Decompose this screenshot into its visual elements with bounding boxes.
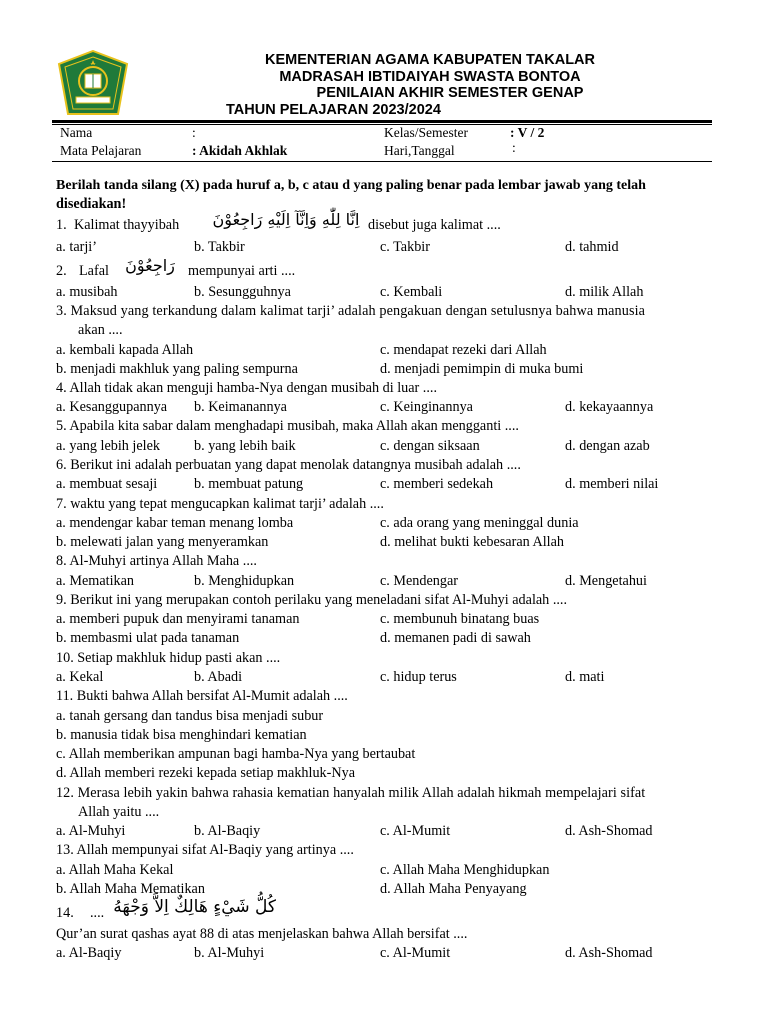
question-6: 6. Berikut ini adalah perbuatan yang dapat menolak datangnya musibah adalah ....	[56, 457, 521, 473]
header-line-2: MADRASAH IBTIDAIYAH SWASTA BONTOA	[279, 68, 581, 85]
q12-option-c[interactable]: c. Al-Mumit	[380, 823, 451, 839]
kemenag-logo	[56, 50, 130, 116]
identity-row-1	[60, 125, 700, 141]
identity-rule	[52, 161, 712, 162]
question-5: 5. Apabila kita sabar dalam menghadapi musibah, maka Allah akan mengganti ....	[56, 418, 519, 434]
nama-label: Nama	[60, 125, 93, 140]
q8-option-b[interactable]: b. Menghidupkan	[194, 573, 295, 589]
hari-label: Hari,Tanggal	[384, 143, 455, 158]
question-1-suffix: disebut juga kalimat ....	[368, 217, 501, 233]
question-1-number: 1.	[56, 217, 67, 233]
q7-option-b[interactable]: b. melewati jalan yang menyeramkan	[56, 534, 269, 550]
q5-option-c[interactable]: c. dengan siksaan	[380, 438, 480, 454]
identity-row-2	[60, 140, 700, 159]
question-2-suffix: mempunyai arti ....	[188, 263, 296, 279]
question-12-line-1: 12. Merasa lebih yakin bahwa rahasia kematian hanyalah milik Allah adalah hikmah mempelajari sifat	[56, 785, 646, 801]
q3-option-d[interactable]: d. menjadi pemimpin di muka bumi	[380, 361, 584, 377]
q7-option-d[interactable]: d. melihat bukti kebesaran Allah	[380, 534, 564, 550]
q1-option-b[interactable]: b. Takbir	[194, 239, 245, 255]
q4-option-a[interactable]: a. Kesanggupannya	[56, 399, 168, 415]
question-9: 9. Berikut ini yang merupakan contoh perilaku yang meneladani sifat Al-Muhyi adalah ....	[56, 592, 568, 608]
question-2-prefix: Lafal	[79, 263, 109, 279]
q4-option-c[interactable]: c. Keinginannya	[380, 399, 473, 415]
q11-option-a[interactable]: a. tanah gersang dan tandus bisa menjadi subur	[56, 708, 324, 724]
q14-option-a[interactable]: a. Al-Baqiy	[56, 945, 122, 961]
question-13: 13. Allah mempunyai sifat Al-Baqiy yang artinya ....	[56, 842, 354, 858]
q3-option-a[interactable]: a. kembali kapada Allah	[56, 342, 194, 358]
header-line-4: TAHUN PELAJARAN 2023/2024	[226, 101, 441, 118]
question-2-number: 2.	[56, 263, 67, 279]
q11-option-b[interactable]: b. manusia tidak bisa menghindari kematian	[56, 727, 307, 743]
kelas-label: Kelas/Semester	[384, 125, 468, 140]
q9-option-c[interactable]: c. membunuh binatang buas	[380, 611, 540, 627]
question-2-arabic: رَاجِعُوْنَ	[125, 256, 175, 275]
q12-option-b[interactable]: b. Al-Baqiy	[194, 823, 261, 839]
q8-option-d[interactable]: d. Mengetahui	[565, 573, 647, 589]
header-rule-thick	[52, 120, 712, 123]
q12-option-d[interactable]: d. Ash-Shomad	[565, 823, 653, 839]
q2-option-d[interactable]: d. milik Allah	[565, 284, 644, 300]
nama-colon: :	[192, 125, 196, 140]
q4-option-b[interactable]: b. Keimanannya	[194, 399, 287, 415]
q11-option-d[interactable]: d. Allah memberi rezeki kepada setiap makhluk-Nya	[56, 765, 356, 781]
q8-option-c[interactable]: c. Mendengar	[380, 573, 458, 589]
question-4: 4. Allah tidak akan menguji hamba-Nya dengan musibah di luar ....	[56, 380, 437, 396]
q13-option-a[interactable]: a. Allah Maha Kekal	[56, 862, 174, 878]
q4-option-d[interactable]: d. kekayaannya	[565, 399, 654, 415]
q5-option-a[interactable]: a. yang lebih jelek	[56, 438, 161, 454]
q7-option-a[interactable]: a. mendengar kabar teman menang lomba	[56, 515, 294, 531]
q13-option-d[interactable]: d. Allah Maha Penyayang	[380, 881, 527, 897]
question-8: 8. Al-Muhyi artinya Allah Maha ....	[56, 553, 257, 569]
q10-option-c[interactable]: c. hidup terus	[380, 669, 457, 685]
question-14-arabic: كُلُّ شَيْءٍ هَالِكٌ اِلاَّ وَجْهَهُ	[113, 897, 276, 917]
q11-option-c[interactable]: c. Allah memberikan ampunan bagi hamba-Nya yang bertaubat	[56, 746, 416, 762]
q10-option-a[interactable]: a. Kekal	[56, 669, 104, 685]
q14-option-d[interactable]: d. Ash-Shomad	[565, 945, 653, 961]
instruction-line-1: Berilah tanda silang (X) pada huruf a, b, c atau d yang paling benar pada lembar jawab yang telah	[56, 178, 646, 193]
school-header	[150, 52, 710, 118]
q10-option-d[interactable]: d. mati	[565, 669, 605, 685]
q9-option-b[interactable]: b. membasmi ulat pada tanaman	[56, 630, 240, 646]
q6-option-b[interactable]: b. membuat patung	[194, 476, 304, 492]
q3-option-b[interactable]: b. menjadi makhluk yang paling sempurna	[56, 361, 298, 377]
q1-option-c[interactable]: c. Takbir	[380, 239, 430, 255]
q10-option-b[interactable]: b. Abadi	[194, 669, 243, 685]
q1-option-a[interactable]: a. tarji’	[56, 239, 97, 255]
question-14-dots: ....	[90, 905, 105, 921]
header-line-3: PENILAIAN AKHIR SEMESTER GENAP	[316, 85, 584, 101]
q9-option-d[interactable]: d. memanen padi di sawah	[380, 630, 531, 646]
mapel-value: : Akidah Akhlak	[192, 143, 288, 158]
q8-option-a[interactable]: a. Mematikan	[56, 573, 135, 589]
question-11: 11. Bukti bahwa Allah bersifat Al-Mumit adalah ....	[56, 688, 348, 704]
instruction-line-2: disediakan!	[56, 196, 127, 212]
q1-option-d[interactable]: d. tahmid	[565, 239, 619, 255]
mapel-label: Mata Pelajaran	[60, 143, 142, 158]
q6-option-d[interactable]: d. memberi nilai	[565, 476, 659, 492]
q5-option-b[interactable]: b. yang lebih baik	[194, 438, 296, 454]
q2-option-b[interactable]: b. Sesungguhnya	[194, 284, 291, 300]
q14-option-b[interactable]: b. Al-Muhyi	[194, 945, 265, 961]
hari-value: :	[512, 140, 516, 155]
question-14-line-2: Qur’an surat qashas ayat 88 di atas menjelaskan bahwa Allah bersifat ....	[56, 926, 468, 942]
q6-option-c[interactable]: c. memberi sedekah	[380, 476, 494, 492]
q2-option-a[interactable]: a. musibah	[56, 284, 118, 300]
kelas-value: : V / 2	[510, 125, 545, 140]
q7-option-c[interactable]: c. ada orang yang meninggal dunia	[380, 515, 579, 531]
q2-option-c[interactable]: c. Kembali	[380, 284, 443, 300]
q9-option-a[interactable]: a. memberi pupuk dan menyirami tanaman	[56, 611, 300, 627]
question-3-line-1: 3. Maksud yang terkandung dalam kalimat tarji’ adalah pengakuan dengan setulusnya bahwa manusia	[56, 303, 646, 319]
q14-option-c[interactable]: c. Al-Mumit	[380, 945, 451, 961]
q5-option-d[interactable]: d. dengan azab	[565, 438, 650, 454]
q6-option-a[interactable]: a. membuat sesaji	[56, 476, 158, 492]
question-10: 10. Setiap makhluk hidup pasti akan ....	[56, 650, 281, 666]
question-3-line-2: akan ....	[78, 322, 123, 338]
question-1-arabic: اِنَّا لِلّٰهِ وَاِنَّآ اِلَيْهِ رَاجِعُوْنَ	[212, 210, 360, 229]
q3-option-c[interactable]: c. mendapat rezeki dari Allah	[380, 342, 547, 358]
q13-option-c[interactable]: c. Allah Maha Menghidupkan	[380, 862, 550, 878]
question-7: 7. waktu yang tepat mengucapkan kalimat tarji’ adalah ....	[56, 496, 384, 512]
header-line-1: KEMENTERIAN AGAMA KABUPATEN TAKALAR	[265, 52, 595, 68]
question-1-prefix: Kalimat thayyibah	[74, 217, 180, 233]
question-14-number: 14.	[56, 905, 74, 921]
q12-option-a[interactable]: a. Al-Muhyi	[56, 823, 126, 839]
question-12-line-2: Allah yaitu ....	[78, 804, 160, 820]
q13-option-b[interactable]: b. Allah Maha Mematikan	[56, 881, 205, 897]
